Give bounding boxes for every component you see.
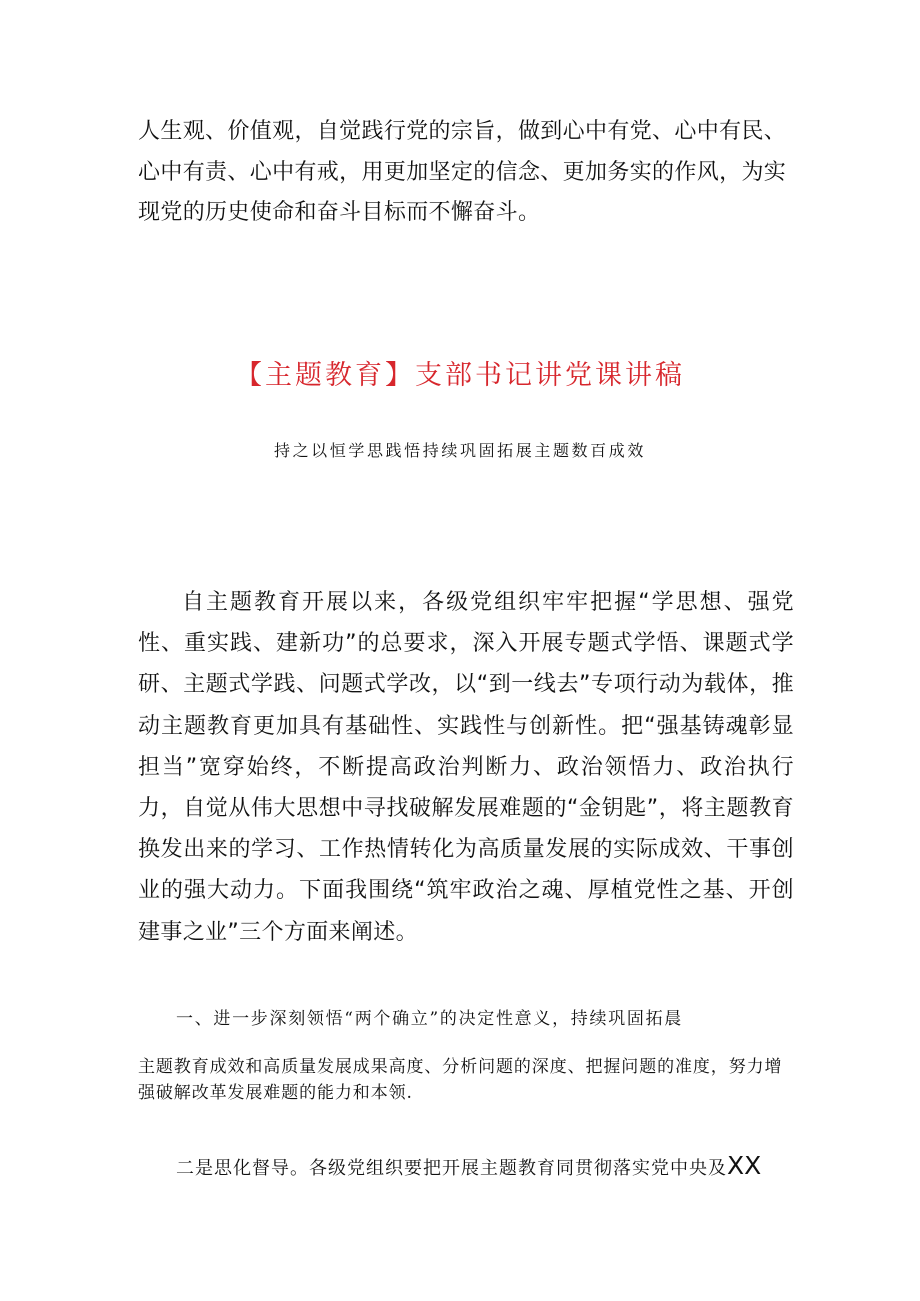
main-paragraph: 自主题教育开展以来，各级党组织牢牢把握“学思想、强党性、重实践、建新功”的总要求，深入开展专题式学悟、课题式学研、主题式学践、问题式学改，以“到一线去”专项行动为载体，推动主题教育更加具有基础性、实践性与创新性。把“强基铸魂彰显担当”宽穿始终，不断提高政治判断力、政治领悟力、政治执行力，自觉从伟大思想中寻找破解发展难题的“金钥匙”，将主题教育换发出来的学习、工作热情转化为高质量发展的实际成效、干事创业的强大动力。下面我围绕“筑牢政治之魂、厚植党性之基、开创建事之业”三个方面来阐述。: [138, 590, 794, 945]
section-one-text: 主题教育成效和高质量发展成果高度、分析问题的深度、把握问题的准度，努力增强破解改革发展难题的能力和本领.: [138, 1057, 783, 1103]
document-subtitle: 持之以恒学思践悟持续巩固拓展主题数百成效: [273, 441, 646, 460]
section-one-heading: 一、进一步深刻领悟“两个确立”的决定性意义，持续巩固拓晨: [176, 1009, 683, 1029]
section-two-line: [176, 1152, 796, 1183]
section-two-suffix: XX: [727, 1151, 762, 1180]
document-title: 【主题教育】支部书记讲党课讲稿: [235, 360, 685, 391]
intro-paragraph: 人生观、价值观，自觉践行党的宗旨，做到心中有党、心中有民、心中有责、心中有戒，用更加坚定的信念、更加务实的作风，为实现党的历史使命和奋斗目标而不懈奋斗。: [138, 119, 787, 225]
section-two-text: 二是思化督导。各级党组织要把开展主题教育同贯彻落实党中央及: [176, 1158, 727, 1179]
